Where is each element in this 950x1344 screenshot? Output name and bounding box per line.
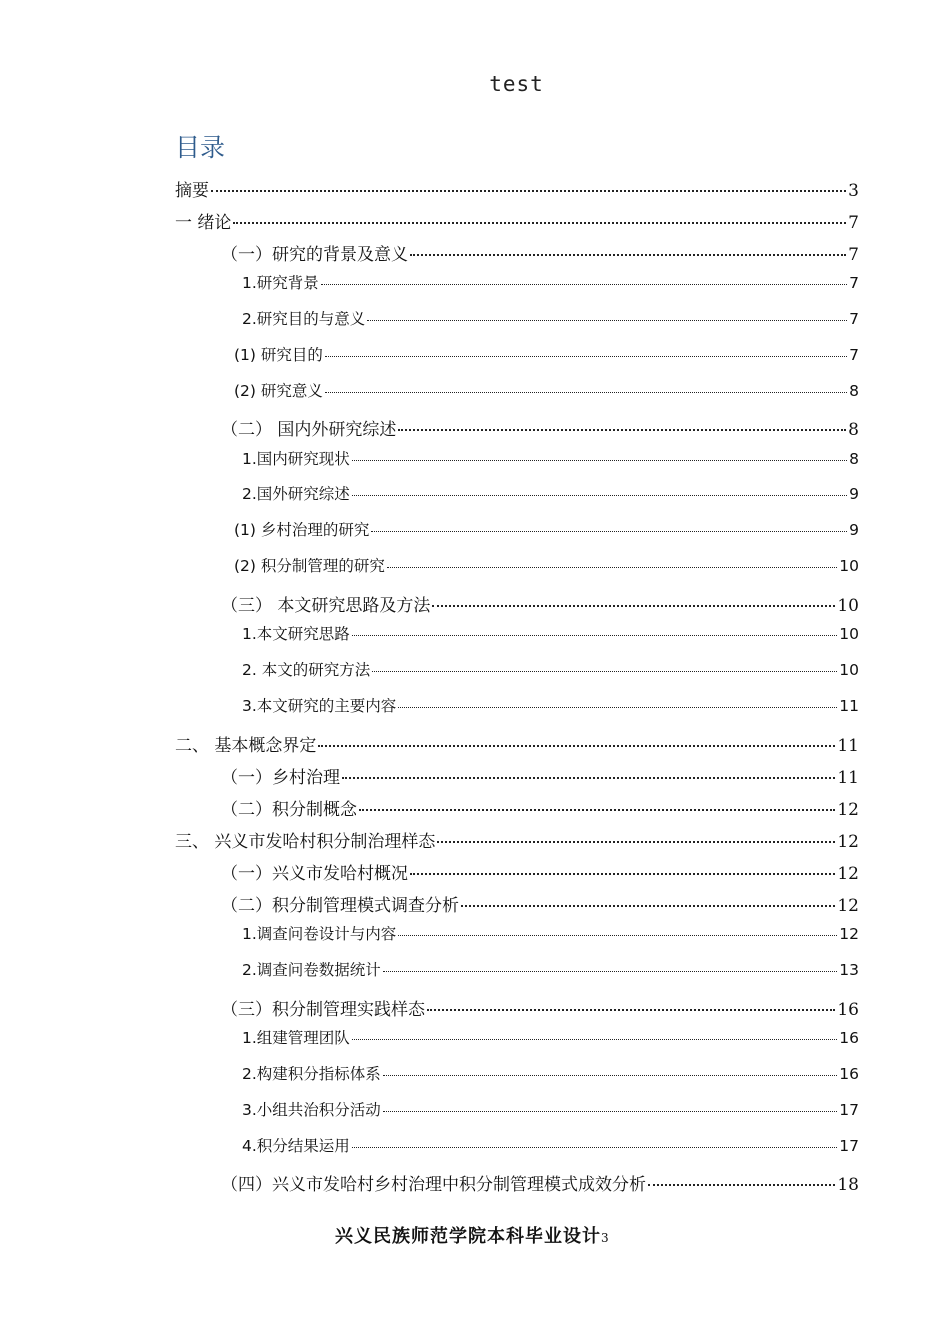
toc-entry-label: （四）兴义市发哈村乡村治理中积分制管理模式成效分析 bbox=[221, 1175, 646, 1195]
toc-entry-page: 7 bbox=[848, 245, 859, 265]
dot-leader bbox=[372, 671, 837, 672]
toc-entry-label: 3.小组共治积分活动 bbox=[242, 1101, 381, 1119]
toc-entry[interactable] bbox=[234, 518, 859, 540]
toc-entry-page: 9 bbox=[849, 521, 859, 539]
toc-entry-label: 2.调查问卷数据统计 bbox=[242, 961, 381, 979]
dot-leader bbox=[352, 635, 837, 636]
toc-entry-page: 10 bbox=[839, 625, 859, 643]
toc-entry[interactable] bbox=[175, 208, 859, 233]
toc-entry[interactable] bbox=[242, 958, 859, 980]
toc-entry-page: 18 bbox=[837, 1175, 859, 1195]
toc-entry-label: 3.本文研究的主要内容 bbox=[242, 697, 397, 715]
toc-entry[interactable] bbox=[234, 554, 859, 576]
toc-entry[interactable] bbox=[221, 1170, 859, 1195]
toc-entry[interactable] bbox=[175, 731, 859, 756]
toc-entry-label: 1.调查问卷设计与内容 bbox=[242, 925, 397, 943]
toc-entry[interactable] bbox=[242, 622, 859, 644]
toc-entry-label: （三）积分制管理实践样态 bbox=[221, 1000, 425, 1020]
dot-leader bbox=[233, 222, 846, 224]
toc-entry-page: 10 bbox=[839, 661, 859, 679]
dot-leader bbox=[352, 1147, 837, 1148]
toc-entry-page: 17 bbox=[839, 1101, 859, 1119]
toc-entry[interactable] bbox=[242, 1062, 859, 1084]
toc-entry-label: 2.构建积分指标体系 bbox=[242, 1065, 381, 1083]
toc-entry-page: 13 bbox=[839, 961, 859, 979]
dot-leader bbox=[398, 429, 846, 431]
dot-leader bbox=[437, 841, 835, 843]
dot-leader bbox=[410, 873, 835, 875]
dot-leader bbox=[398, 707, 837, 708]
toc-entry-page: 16 bbox=[839, 1029, 859, 1047]
toc-entry-page: 8 bbox=[848, 420, 859, 440]
footer-text: 兴义民族师范学院本科毕业设计 bbox=[335, 1226, 601, 1247]
toc-entry-page: 11 bbox=[837, 736, 859, 756]
toc-entry[interactable] bbox=[221, 415, 859, 440]
toc-entry[interactable] bbox=[221, 891, 859, 916]
toc-entry[interactable] bbox=[234, 343, 859, 365]
dot-leader bbox=[352, 1039, 837, 1040]
toc-entry[interactable] bbox=[175, 176, 859, 201]
footer-page-number: 3 bbox=[601, 1231, 610, 1245]
toc-entry[interactable] bbox=[242, 658, 859, 680]
toc-entry-label: 1.组建管理团队 bbox=[242, 1029, 350, 1047]
toc-entry[interactable] bbox=[221, 763, 859, 788]
toc-entry-label: (1) 研究目的 bbox=[234, 346, 323, 364]
toc-entry[interactable] bbox=[221, 859, 859, 884]
toc-entry-page: 12 bbox=[837, 832, 859, 852]
toc-entry[interactable] bbox=[221, 240, 859, 265]
toc-entry-page: 12 bbox=[839, 925, 859, 943]
toc-entry-page: 8 bbox=[849, 382, 859, 400]
dot-leader bbox=[367, 320, 847, 321]
toc-entry-page: 9 bbox=[849, 485, 859, 503]
toc-entry-label: 三、 兴义市发哈村积分制治理样态 bbox=[175, 832, 436, 852]
dot-leader bbox=[410, 254, 846, 256]
toc-entry-label: （二） 国内外研究综述 bbox=[221, 420, 397, 440]
dot-leader bbox=[461, 905, 835, 907]
toc-entry-page: 11 bbox=[837, 768, 859, 788]
toc-entry-page: 8 bbox=[849, 450, 859, 468]
toc-entry[interactable] bbox=[221, 995, 859, 1020]
toc-entry-label: 摘要 bbox=[175, 181, 209, 201]
toc-entry-label: （一）乡村治理 bbox=[221, 768, 340, 788]
dot-leader bbox=[432, 605, 835, 607]
toc-title: 目录 bbox=[175, 133, 226, 162]
dot-leader bbox=[398, 935, 837, 936]
toc-entry-label: （一）研究的背景及意义 bbox=[221, 245, 408, 265]
toc-entry-page: 3 bbox=[848, 181, 859, 201]
toc-entry-page: 12 bbox=[837, 896, 859, 916]
toc-entry-label: 1.本文研究思路 bbox=[242, 625, 350, 643]
toc-entry-page: 7 bbox=[849, 274, 859, 292]
toc-entry-page: 7 bbox=[848, 213, 859, 233]
toc-entry-label: （三） 本文研究思路及方法 bbox=[221, 596, 431, 616]
toc-entry-label: 2.国外研究综述 bbox=[242, 485, 350, 503]
page-footer bbox=[335, 1222, 610, 1248]
toc-entry[interactable] bbox=[242, 694, 859, 716]
dot-leader bbox=[383, 971, 837, 972]
toc-entry[interactable] bbox=[221, 795, 859, 820]
toc-entry-label: 1.国内研究现状 bbox=[242, 450, 350, 468]
toc-entry[interactable] bbox=[242, 1098, 859, 1120]
toc-entry-page: 11 bbox=[839, 697, 859, 715]
toc-entry-label: 2. 本文的研究方法 bbox=[242, 661, 371, 679]
toc-entry-label: （一）兴义市发哈村概况 bbox=[221, 864, 408, 884]
toc-entry-page: 10 bbox=[837, 596, 859, 616]
dot-leader bbox=[383, 1075, 837, 1076]
toc-entry-page: 12 bbox=[837, 800, 859, 820]
toc-entry-page: 12 bbox=[837, 864, 859, 884]
toc-entry[interactable] bbox=[242, 307, 859, 329]
toc-entry-label: （二）积分制概念 bbox=[221, 800, 357, 820]
dot-leader bbox=[383, 1111, 837, 1112]
dot-leader bbox=[321, 284, 847, 285]
toc-entry[interactable] bbox=[242, 271, 859, 293]
toc-entry-page: 16 bbox=[837, 1000, 859, 1020]
dot-leader bbox=[325, 356, 847, 357]
toc-entry[interactable] bbox=[175, 827, 859, 852]
toc-entry-label: 4.积分结果运用 bbox=[242, 1137, 350, 1155]
dot-leader bbox=[352, 495, 847, 496]
dot-leader bbox=[371, 531, 847, 532]
dot-leader bbox=[352, 460, 847, 461]
toc-entry-page: 7 bbox=[849, 310, 859, 328]
toc-entry[interactable] bbox=[242, 1026, 859, 1048]
dot-leader bbox=[325, 392, 847, 393]
dot-leader bbox=[427, 1009, 835, 1011]
page-header: test bbox=[489, 72, 544, 96]
dot-leader bbox=[318, 745, 835, 747]
toc-entry-label: 二、 基本概念界定 bbox=[175, 736, 317, 756]
toc-entry[interactable] bbox=[242, 1134, 859, 1156]
toc-entry-page: 10 bbox=[839, 557, 859, 575]
toc-entry[interactable] bbox=[242, 922, 859, 944]
toc-entry-page: 7 bbox=[849, 346, 859, 364]
toc-entry[interactable] bbox=[221, 591, 859, 616]
toc-entry[interactable] bbox=[234, 379, 859, 401]
toc-entry-label: 2.研究目的与意义 bbox=[242, 310, 366, 328]
dot-leader bbox=[211, 190, 846, 192]
toc-entry-label: (1) 乡村治理的研究 bbox=[234, 521, 370, 539]
dot-leader bbox=[648, 1184, 835, 1186]
toc-entry-page: 17 bbox=[839, 1137, 859, 1155]
toc-entry-label: （二）积分制管理模式调查分析 bbox=[221, 896, 459, 916]
toc-entry-label: (2) 积分制管理的研究 bbox=[234, 557, 385, 575]
toc-entry-label: 一 绪论 bbox=[175, 213, 232, 233]
toc-entry-page: 16 bbox=[839, 1065, 859, 1083]
dot-leader bbox=[359, 809, 835, 811]
dot-leader bbox=[342, 777, 835, 779]
toc-entry-label: 1.研究背景 bbox=[242, 274, 319, 292]
dot-leader bbox=[387, 567, 837, 568]
toc-entry[interactable] bbox=[242, 482, 859, 504]
toc-entry[interactable] bbox=[242, 447, 859, 469]
toc-entry-label: (2) 研究意义 bbox=[234, 382, 323, 400]
